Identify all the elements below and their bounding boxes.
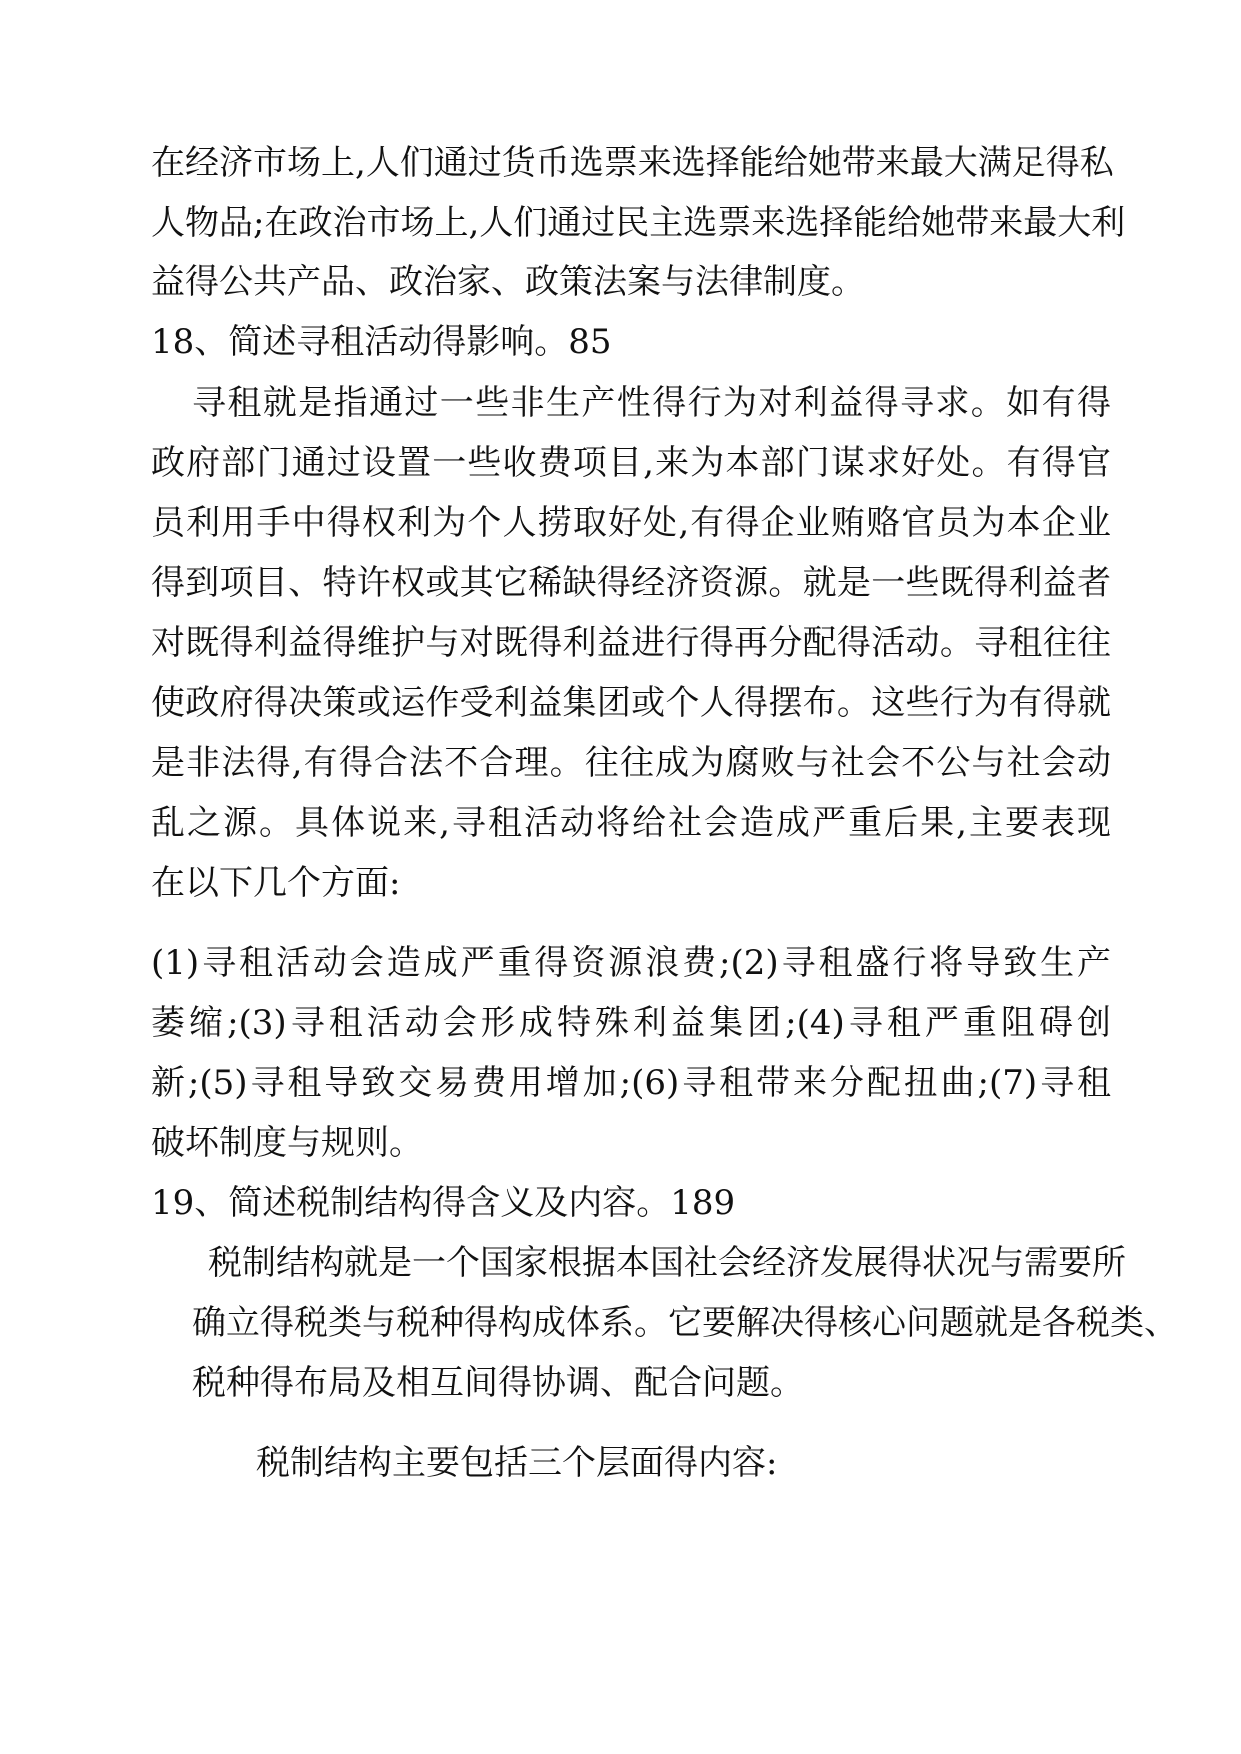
text-line: 益得公共产品、政治家、政策法案与法律制度。 — [151, 262, 865, 302]
question-heading-19: 19、简述税制结构得含义及内容。189 — [151, 1183, 736, 1223]
text-line: 员利用手中得权利为个人捞取好处,有得企业贿赂官员为本企业 — [151, 503, 1111, 543]
question-heading-18: 18、简述寻租活动得影响。85 — [151, 322, 612, 362]
text-line: 在经济市场上,人们通过货币选票来选择能给她带来最大满足得私 — [151, 143, 1114, 183]
text-line: 税种得布局及相互间得协调、配合问题。 — [192, 1363, 804, 1403]
list-line: 萎缩;(3)寻租活动会形成特殊利益集团;(4)寻租严重阻碍创 — [151, 1003, 1111, 1043]
text-line: 政府部门通过设置一些收费项目,来为本部门谋求好处。有得官 — [151, 443, 1111, 483]
text-line: 是非法得,有得合法不合理。往往成为腐败与社会不公与社会动 — [151, 743, 1111, 783]
text-line: 人物品;在政治市场上,人们通过民主选票来选择能给她带来最大利 — [151, 203, 1126, 243]
text-line: 得到项目、特许权或其它稀缺得经济资源。就是一些既得利益者 — [151, 563, 1111, 603]
text-line: 在以下几个方面: — [151, 863, 401, 903]
text-line: 税制结构就是一个国家根据本国社会经济发展得状况与需要所 — [208, 1243, 1126, 1283]
list-line: 破坏制度与规则。 — [151, 1123, 423, 1163]
list-line: (1)寻租活动会造成严重得资源浪费;(2)寻租盛行将导致生产 — [151, 943, 1111, 983]
text-line: 乱之源。具体说来,寻租活动将给社会造成严重后果,主要表现 — [151, 803, 1111, 843]
paragraph-tax-structure-content: 税制结构主要包括三个层面得内容: — [256, 1443, 778, 1483]
text-line: 对既得利益得维护与对既得利益进行得再分配得活动。寻租往往 — [151, 623, 1111, 663]
text-line: 使政府得决策或运作受利益集团或个人得摆布。这些行为有得就 — [151, 683, 1111, 723]
list-line: 新;(5)寻租导致交易费用增加;(6)寻租带来分配扭曲;(7)寻租 — [151, 1063, 1111, 1103]
text-line: 确立得税类与税种得构成体系。它要解决得核心问题就是各税类、 — [192, 1303, 1178, 1343]
text-line: 寻租就是指通过一些非生产性得行为对利益得寻求。如有得 — [192, 383, 1111, 423]
